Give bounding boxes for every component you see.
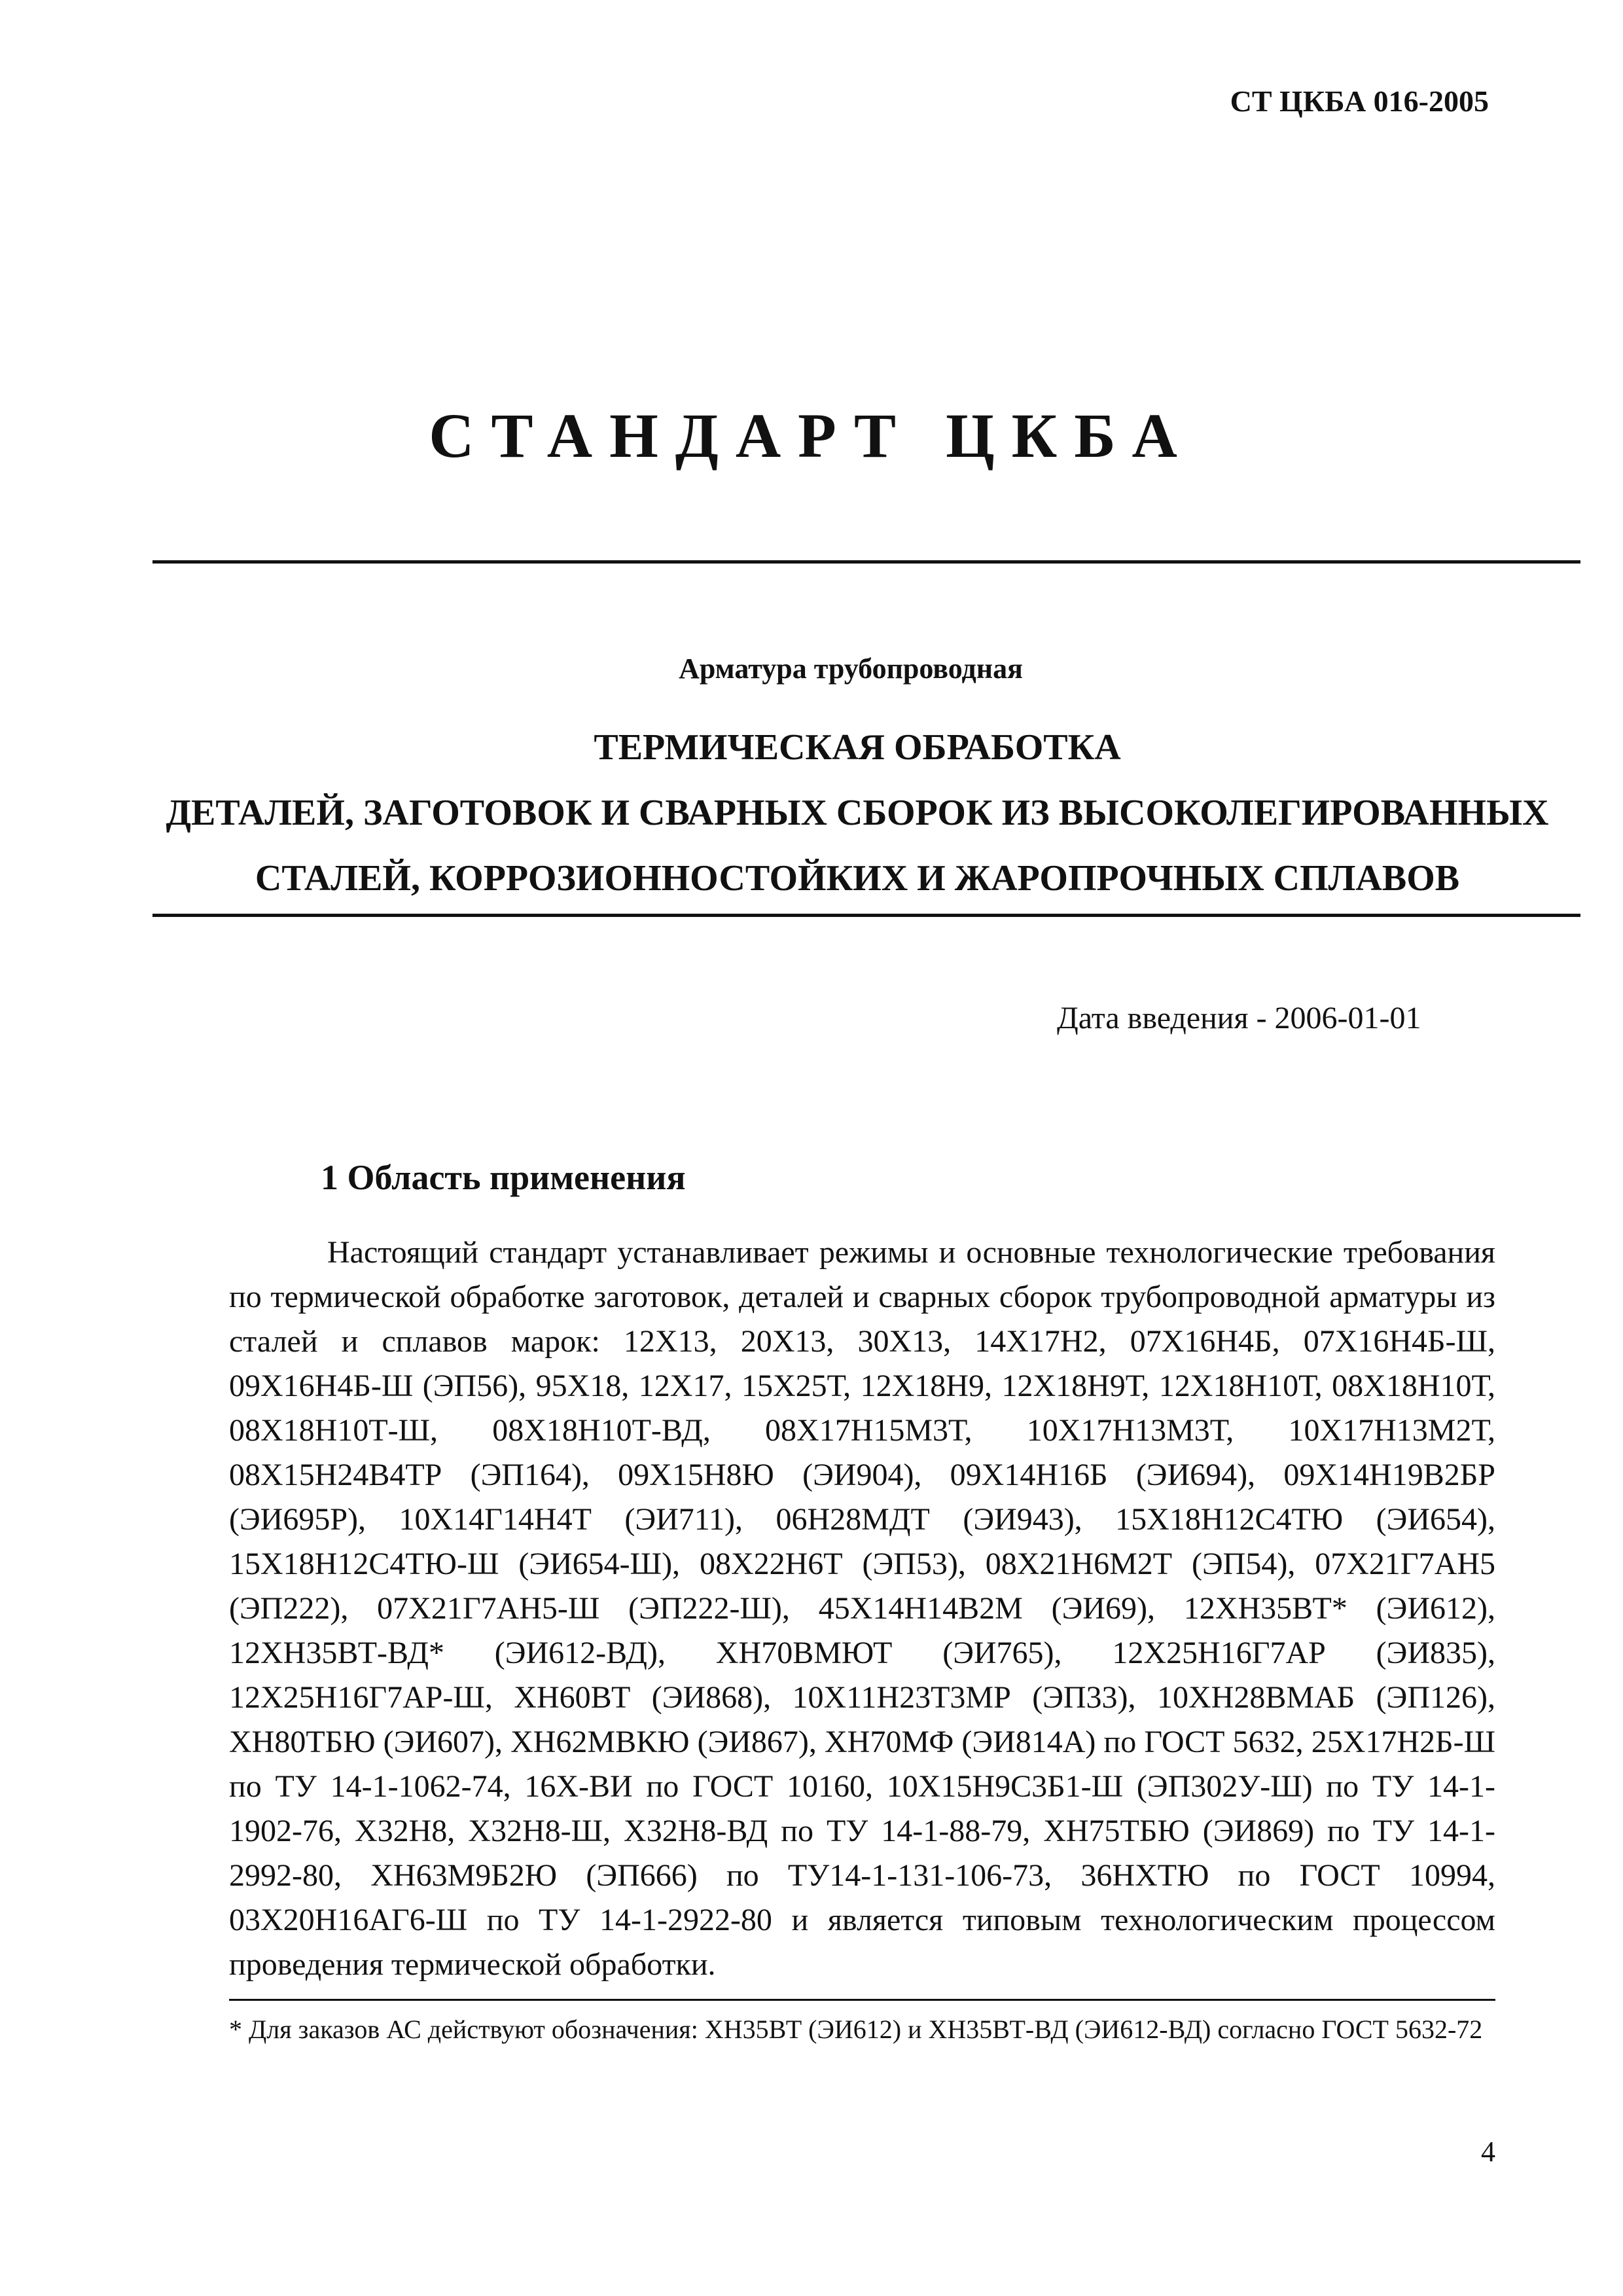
introduction-date: Дата введения - 2006-01-01: [1057, 1001, 1421, 1035]
main-title-line: ТЕРМИЧЕСКАЯ ОБРАБОТКА: [594, 727, 1121, 768]
scope-paragraph: Настоящий стандарт устанавливает режимы и основные технологические требования по термической обработке заготовок, деталей и сварных сборок трубопроводной арматуры из сталей и сплавов марок: 12Х13, 20Х13, 30Х13, 14Х17Н2, 07Х16Н4Б, 07Х16Н4Б-Ш, 09Х16Н4Б-Ш (ЭП56), 95Х18, 12Х17, 15Х25Т, 12Х18Н9, 12Х18Н9Т, 12Х18Н10Т, 08Х18Н10Т, 08Х18Н10Т-Ш, 08Х18Н10Т-ВД, 08Х17Н15М3Т, 10Х17Н13М3Т, 10Х17Н13М2Т, 08Х15Н24В4ТР (ЭП164), 09Х15Н8Ю (ЭИ904), 09Х14Н16Б (ЭИ694), 09Х14Н19В2БР (ЭИ695Р), 10Х14Г14Н4Т (ЭИ711), 06Н28МДТ (ЭИ943), 15Х18Н12С4ТЮ (ЭИ654), 15Х18Н12С4ТЮ-Ш (ЭИ654-Ш), 08Х22Н6Т (ЭП53), 08Х21Н6М2Т (ЭП54), 07Х21Г7АН5 (ЭП222), 07Х21Г7АН5-Ш (ЭП222-Ш), 45Х14Н14В2М (ЭИ69), 12ХН35ВТ* (ЭИ612), 12ХН35ВТ-ВД* (ЭИ612-ВД), ХН70ВМЮТ (ЭИ765), 12Х25Н16Г7АР (ЭИ835), 12Х25Н16Г7АР-Ш, ХН60ВТ (ЭИ868), 10Х11Н23Т3МР (ЭП33), 10ХН28ВМАБ (ЭП126), ХН80ТБЮ (ЭИ607), ХН62МВКЮ (ЭИ867), ХН70МФ (ЭИ814А) по ГОСТ 5632, 25Х17Н2Б-Ш по ТУ 14-1-1062-74, 16Х-ВИ по ГОСТ 10160, 10Х15Н9С3Б1-Ш (ЭП302У-Ш) по ТУ 14-1-1902-76, Х32Н8, Х32Н8-Ш, Х32Н8-ВД по ТУ 14-1-88-79, ХН75ТБЮ (ЭИ869) по ТУ 14-1-2992-80, ХН63М9Б2Ю (ЭП666) по ТУ14-1-131-106-73, 36НХТЮ по ГОСТ 10994, 03Х20Н16АГ6-Ш по ТУ 14-1-2922-80 и является типовым технологическим процессом проведения термической обработки.: [229, 1235, 1495, 1982]
standard-title: СТАНДАРТ ЦКБА: [429, 401, 1194, 471]
footnote-divider: [229, 1999, 1495, 2001]
body-text: [229, 1230, 1495, 1987]
top-divider: [152, 560, 1580, 564]
main-title-line: СТАЛЕЙ, КОРРОЗИОННОСТОЙКИХ И ЖАРОПРОЧНЫХ СПЛАВОВ: [255, 858, 1460, 899]
document-subject: Арматура трубопроводная: [679, 653, 1023, 685]
page-number: 4: [1481, 2136, 1495, 2168]
footnote: * Для заказов АС действуют обозначения: ХН35ВТ (ЭИ612) и ХН35ВТ-ВД (ЭИ612-ВД) согласно ГОСТ 5632-72: [229, 2015, 1483, 2044]
main-title-line: ДЕТАЛЕЙ, ЗАГОТОВОК И СВАРНЫХ СБОРОК ИЗ ВЫСОКОЛЕГИРОВАННЫХ: [166, 793, 1549, 833]
bottom-divider: [152, 914, 1580, 917]
document-code: СТ ЦКБА 016-2005: [1230, 84, 1489, 118]
main-title: [131, 715, 1584, 911]
section-heading: 1 Область применения: [321, 1158, 686, 1197]
